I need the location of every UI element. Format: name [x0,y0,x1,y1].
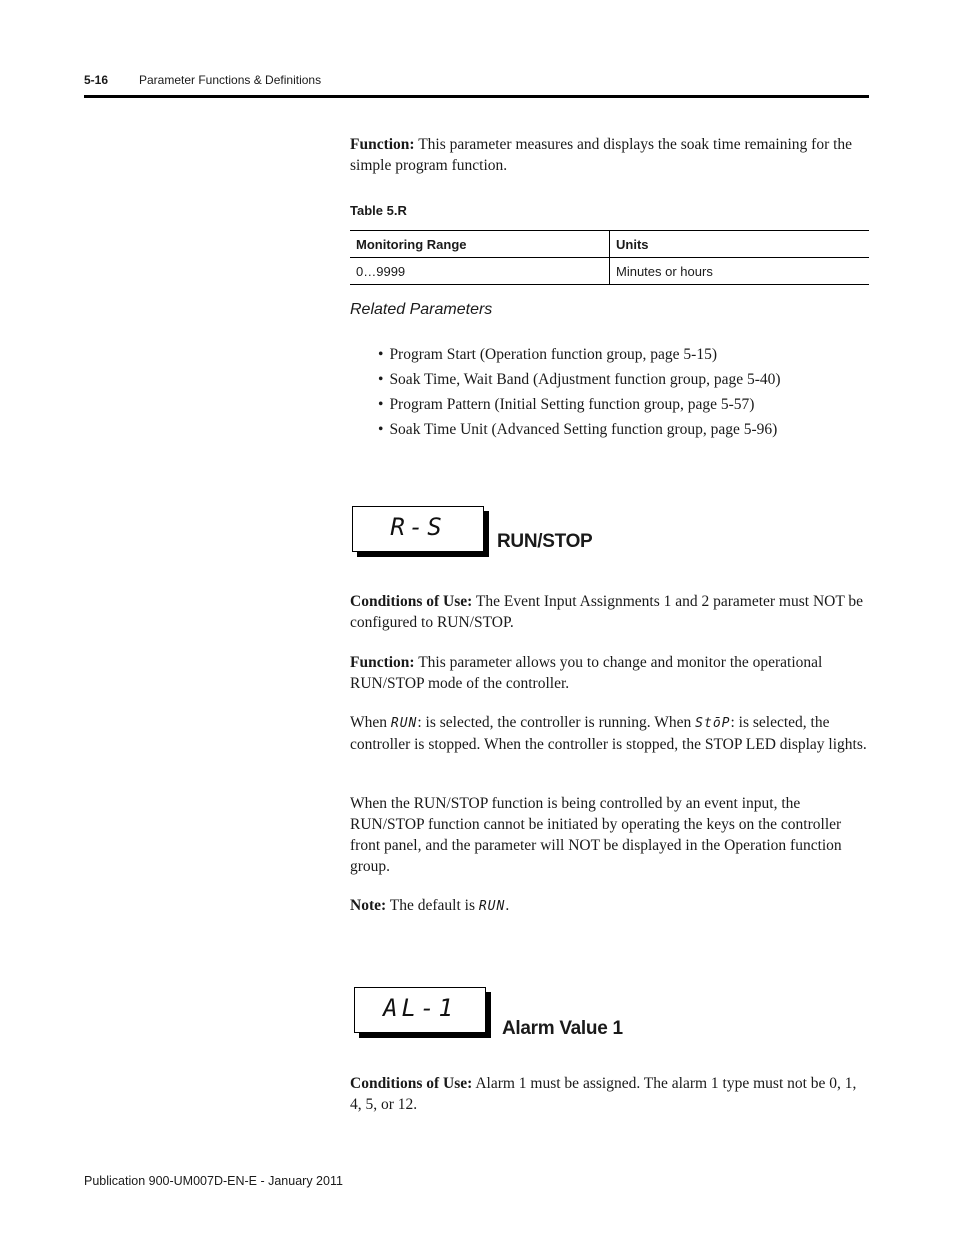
note-text: The default is [386,897,479,914]
run-stop-description [350,712,868,755]
text-span: : is selected, the controller is stopped. When the controller is stopped, the STOP LED display lights. [350,714,867,753]
run-code: RUN [390,716,418,731]
list-item: • Program Pattern (Initial Setting function group, page 5-57) [378,392,781,417]
run-stop-lcd-display [352,506,484,552]
list-item: • Soak Time, Wait Band (Adjustment function group, page 5-40) [378,367,781,392]
function-label: Function: [350,136,415,153]
running-header-title: Parameter Functions & Definitions [139,73,322,87]
alarm-conditions [350,1073,868,1115]
function-label: Function: [350,654,415,671]
alarm-lcd-display [354,987,486,1033]
column-header-range: Monitoring Range [350,231,610,258]
related-parameters-heading: Related Parameters [350,301,493,318]
stop-code: StōP [695,716,731,731]
default-code: RUN [478,899,506,914]
column-header-units: Units [610,231,870,258]
run-stop-function [350,652,868,694]
soak-function-paragraph [350,134,868,176]
table-cell-units: Minutes or hours [610,258,870,285]
monitoring-range-table [350,230,869,285]
conditions-text: Alarm 1 must be assigned. The alarm 1 type must not be 0, 1, 4, 5, or 12. [350,1075,857,1113]
lcd-code: R-S [390,513,446,541]
conditions-text: The Event Input Assignments 1 and 2 parameter must NOT be configured to RUN/STOP. [350,593,864,631]
default-note [350,895,868,917]
table-cell-range: 0…9999 [350,258,610,285]
function-text: This parameter measures and displays the soak time remaining for the simple program function. [350,136,853,174]
lcd-code: AL-1 [383,994,457,1022]
conditions-label: Conditions of Use: [350,1075,473,1092]
table-header-row [350,231,869,258]
run-stop-heading: RUN/STOP [497,531,593,552]
conditions-label: Conditions of Use: [350,593,473,610]
note-end: . [505,897,510,914]
list-item: • Program Start (Operation function group, page 5-15) [378,342,781,367]
text-span: When [350,714,391,731]
text-span: : is selected, the controller is running. When [417,714,696,731]
note-label: Note: [350,897,387,914]
page-number: 5-16 [84,73,109,87]
table-caption: Table 5.R [350,203,407,218]
table-row [350,258,869,285]
run-stop-conditions [350,591,868,633]
publication-footer: Publication 900-UM007D-EN-E - January 2011 [84,1174,343,1188]
header-rule [84,95,869,98]
event-input-paragraph: When the RUN/STOP function is being controlled by an event input, the RUN/STOP function cannot be initiated by operating the keys on the controller front panel, and the parameter will NOT be displayed in the Operation function group. [350,795,842,875]
alarm-value-heading: Alarm Value 1 [502,1018,623,1039]
related-parameters-list [378,342,781,442]
list-item: • Soak Time Unit (Advanced Setting function group, page 5-96) [378,417,781,442]
function-text: This parameter allows you to change and monitor the operational RUN/STOP mode of the controller. [350,654,823,692]
